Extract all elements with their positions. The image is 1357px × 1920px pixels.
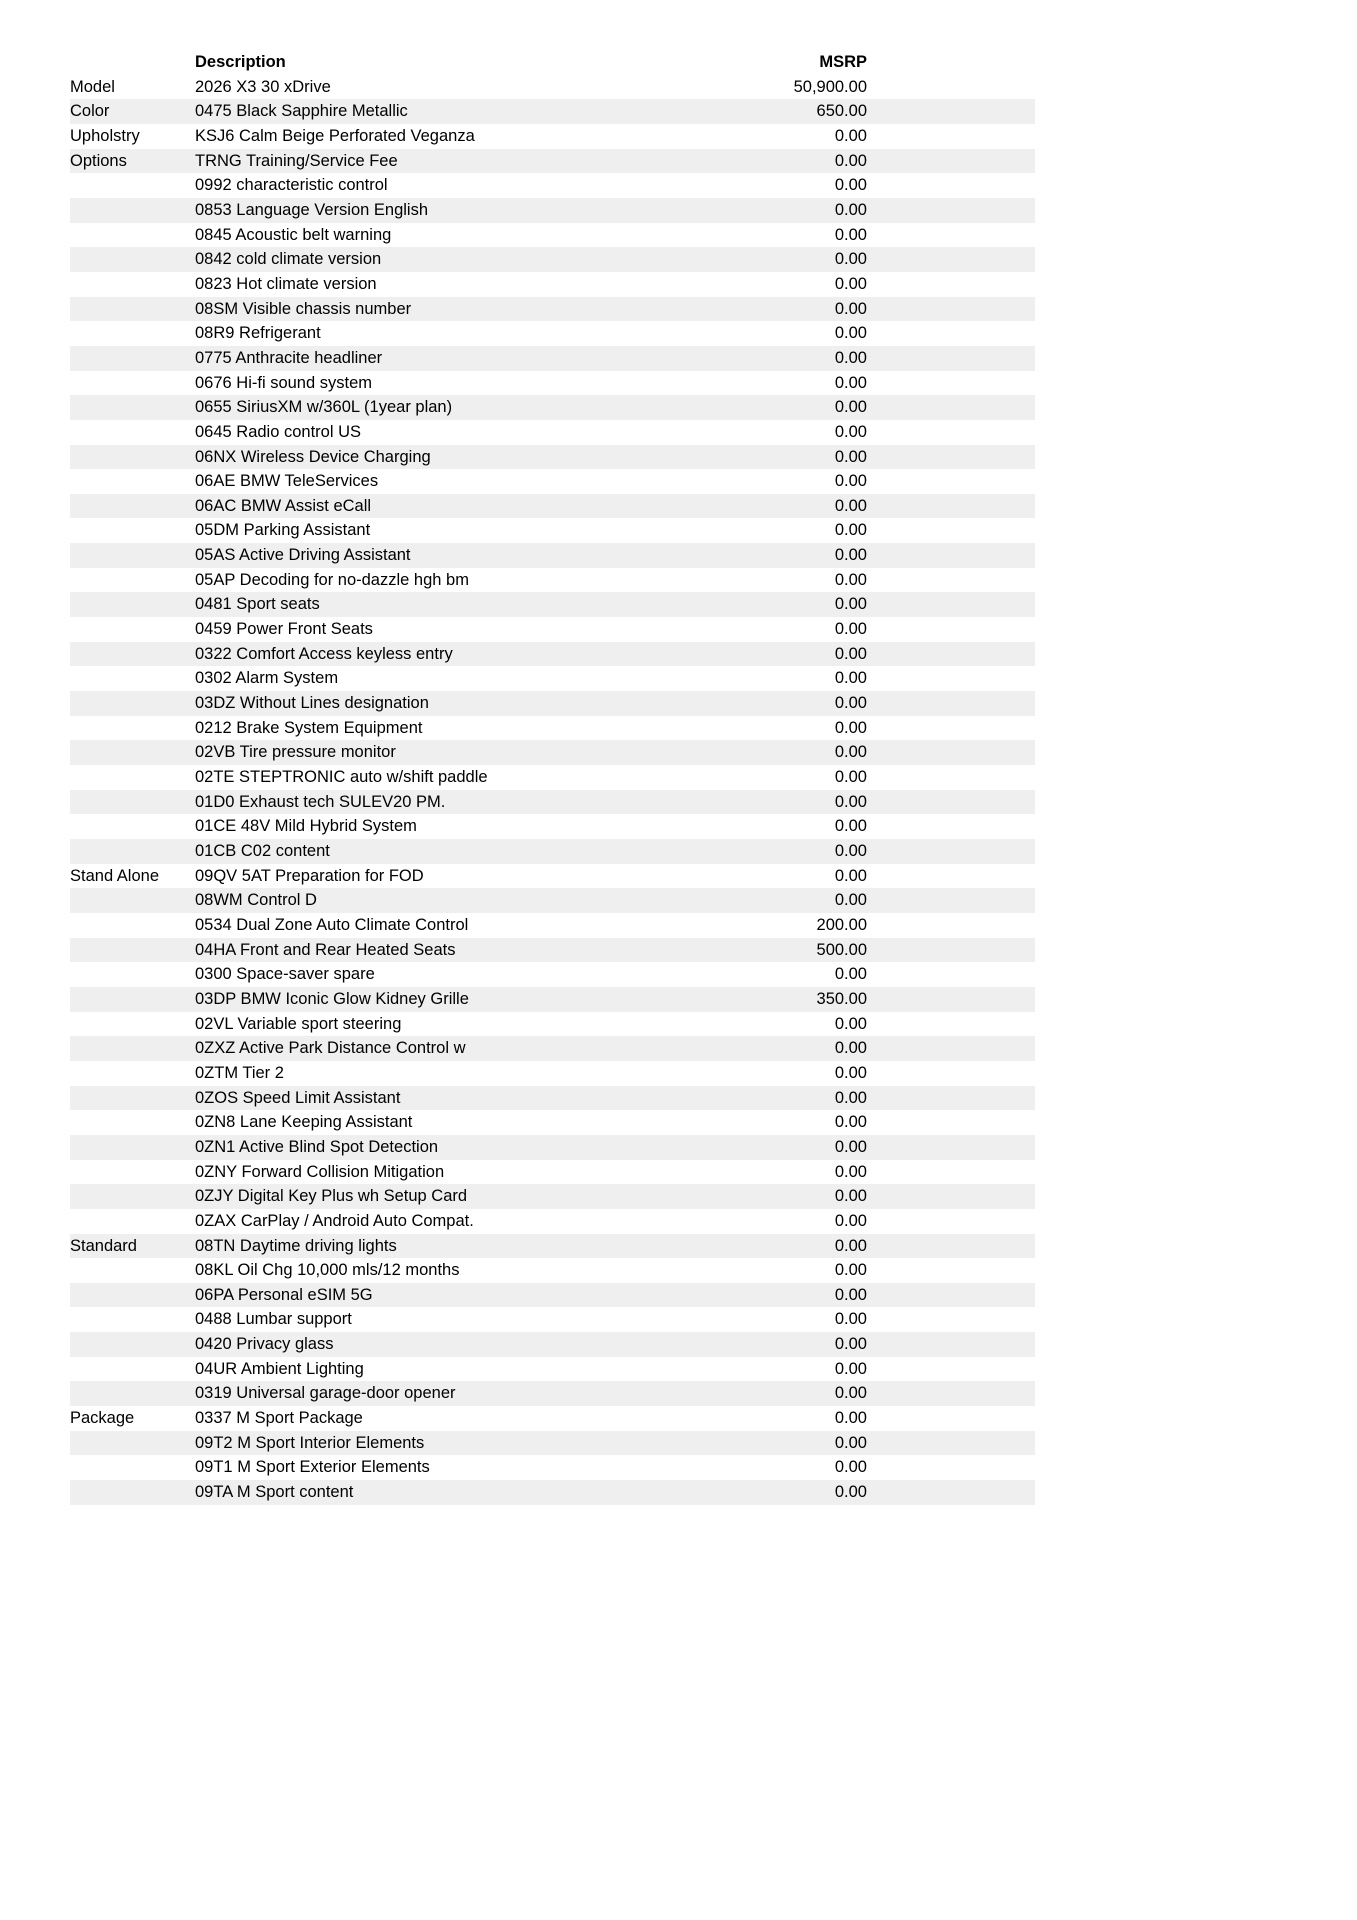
filler-cell (867, 839, 1035, 864)
description-cell: 2026 X3 30 xDrive (195, 77, 331, 96)
description-cell: 02TE STEPTRONIC auto w/shift paddle (195, 768, 488, 787)
msrp-cell: 0.00 (834, 644, 867, 663)
filler-cell (867, 765, 1035, 790)
description-cell: 09QV 5AT Preparation for FOD (195, 866, 424, 885)
msrp-cell: 0.00 (834, 1359, 867, 1378)
msrp-cell: 0.00 (834, 1384, 867, 1403)
table-row (70, 864, 1035, 889)
table-row (70, 99, 1035, 124)
category-cell: Stand Alone (70, 866, 159, 885)
category-cell (70, 371, 195, 396)
description-cell: 0645 Radio control US (195, 422, 362, 441)
filler-cell (867, 272, 1035, 297)
msrp-cell: 0.00 (834, 1088, 867, 1107)
table-row (70, 1234, 1035, 1259)
table-row (70, 445, 1035, 470)
category-cell (70, 716, 195, 741)
description-cell: 08KL Oil Chg 10,000 mls/12 months (195, 1261, 460, 1280)
description-cell: 0ZAX CarPlay / Android Auto Compat. (195, 1211, 474, 1230)
msrp-cell: 0.00 (834, 200, 867, 219)
table-row (70, 1332, 1035, 1357)
category-cell (70, 445, 195, 470)
category-cell (70, 1036, 195, 1061)
filler-cell (867, 198, 1035, 223)
description-cell: 0488 Lumbar support (195, 1310, 352, 1329)
description-cell: KSJ6 Calm Beige Perforated Veganza (195, 126, 475, 145)
table-row (70, 666, 1035, 691)
table-row (70, 1455, 1035, 1480)
filler-cell (867, 1209, 1035, 1234)
category-cell (70, 1184, 195, 1209)
msrp-column-header: MSRP (819, 53, 867, 71)
description-cell: 04UR Ambient Lighting (195, 1359, 364, 1378)
category-cell (70, 740, 195, 765)
msrp-cell: 0.00 (834, 1137, 867, 1156)
description-cell: 09T2 M Sport Interior Elements (195, 1433, 425, 1452)
category-cell (70, 1431, 195, 1456)
filler-cell (867, 666, 1035, 691)
msrp-cell: 0.00 (834, 274, 867, 293)
description-cell: 01CB C02 content (195, 842, 330, 860)
filler-cell (867, 297, 1035, 322)
filler-cell (867, 149, 1035, 174)
filler-cell (867, 518, 1035, 543)
filler-cell (867, 173, 1035, 198)
category-cell (70, 1307, 195, 1332)
description-cell: 06AE BMW TeleServices (195, 472, 379, 491)
msrp-cell: 500.00 (816, 940, 867, 959)
table-row (70, 568, 1035, 593)
table-row (70, 371, 1035, 396)
msrp-cell: 0.00 (834, 768, 867, 787)
category-cell (70, 1357, 195, 1382)
table-row (70, 987, 1035, 1012)
table-row (70, 962, 1035, 987)
category-cell (70, 938, 195, 963)
description-cell: 0337 M Sport Package (195, 1409, 363, 1428)
msrp-cell: 0.00 (834, 620, 867, 639)
description-cell: 03DZ Without Lines designation (195, 694, 429, 713)
description-cell: 0845 Acoustic belt warning (195, 225, 392, 244)
msrp-cell: 0.00 (834, 1433, 867, 1452)
msrp-cell: 0.00 (834, 570, 867, 589)
filler-cell (867, 1455, 1035, 1480)
filler-cell (867, 1061, 1035, 1086)
category-cell (70, 198, 195, 223)
msrp-cell: 0.00 (834, 965, 867, 984)
filler-cell (867, 395, 1035, 420)
table-row (70, 938, 1035, 963)
msrp-cell: 650.00 (816, 102, 867, 121)
category-cell (70, 1455, 195, 1480)
description-cell: 01D0 Exhaust tech SULEV20 PM. (195, 792, 446, 811)
table-row (70, 346, 1035, 371)
category-cell (70, 321, 195, 346)
description-cell: 08R9 Refrigerant (195, 324, 321, 343)
table-row (70, 1480, 1035, 1505)
category-cell (70, 765, 195, 790)
table-row (70, 321, 1035, 346)
msrp-cell: 0.00 (834, 348, 867, 367)
category-cell (70, 568, 195, 593)
filler-cell (867, 445, 1035, 470)
msrp-cell: 0.00 (834, 694, 867, 713)
category-cell (70, 223, 195, 248)
category-cell: Options (70, 151, 127, 170)
table-row (70, 1209, 1035, 1234)
category-cell (70, 1209, 195, 1234)
description-cell: 09TA M Sport content (195, 1483, 354, 1502)
description-cell: 0992 characteristic control (195, 176, 388, 195)
table-row (70, 1184, 1035, 1209)
description-cell: 06AC BMW Assist eCall (195, 496, 372, 515)
description-cell: 0ZN1 Active Blind Spot Detection (195, 1137, 439, 1156)
table-row (70, 198, 1035, 223)
filler-cell (867, 1381, 1035, 1406)
table-row (70, 518, 1035, 543)
table-row (70, 75, 1035, 100)
category-cell (70, 790, 195, 815)
description-cell: 05AS Active Driving Assistant (195, 546, 411, 565)
msrp-cell: 0.00 (834, 126, 867, 145)
msrp-cell: 0.00 (834, 842, 867, 860)
msrp-cell: 0.00 (834, 743, 867, 762)
table-row (70, 1086, 1035, 1111)
table-row (70, 642, 1035, 667)
table-row (70, 913, 1035, 938)
msrp-cell: 0.00 (834, 422, 867, 441)
category-cell (70, 1258, 195, 1283)
table-row (70, 1381, 1035, 1406)
vehicle-spec-table (70, 50, 1035, 1505)
description-cell: 05DM Parking Assistant (195, 521, 371, 540)
msrp-cell: 0.00 (834, 1187, 867, 1206)
msrp-cell: 0.00 (834, 1335, 867, 1354)
table-row (70, 740, 1035, 765)
filler-cell (867, 223, 1035, 248)
table-row (70, 1283, 1035, 1308)
table-row (70, 790, 1035, 815)
description-cell: 0ZN8 Lane Keeping Assistant (195, 1113, 413, 1132)
filler-cell (867, 987, 1035, 1012)
filler-cell (867, 1184, 1035, 1209)
table-row (70, 1110, 1035, 1135)
category-cell (70, 543, 195, 568)
msrp-cell: 0.00 (834, 792, 867, 811)
table-row (70, 1012, 1035, 1037)
description-cell: TRNG Training/Service Fee (195, 151, 398, 170)
description-cell: 0420 Privacy glass (195, 1335, 334, 1354)
msrp-cell: 0.00 (834, 866, 867, 885)
category-cell (70, 1283, 195, 1308)
description-cell: 0ZXZ Active Park Distance Control w (195, 1039, 466, 1058)
category-cell: Package (70, 1409, 135, 1428)
description-cell: 03DP BMW Iconic Glow Kidney Grille (195, 989, 469, 1008)
description-cell: 06PA Personal eSIM 5G (195, 1285, 373, 1304)
category-cell (70, 592, 195, 617)
category-cell (70, 1086, 195, 1111)
msrp-cell: 0.00 (834, 1310, 867, 1329)
filler-cell (867, 469, 1035, 494)
filler-cell (867, 494, 1035, 519)
msrp-cell: 0.00 (834, 250, 867, 269)
filler-cell (867, 1036, 1035, 1061)
msrp-cell: 0.00 (834, 1236, 867, 1255)
msrp-cell: 0.00 (834, 891, 867, 910)
table-row (70, 1258, 1035, 1283)
filler-cell (867, 642, 1035, 667)
msrp-cell: 0.00 (834, 546, 867, 565)
table-row (70, 691, 1035, 716)
table-row (70, 1357, 1035, 1382)
msrp-cell: 0.00 (834, 1483, 867, 1502)
table-row (70, 420, 1035, 445)
table-body (70, 75, 1035, 1505)
table-row (70, 297, 1035, 322)
msrp-cell: 0.00 (834, 521, 867, 540)
table-row (70, 247, 1035, 272)
description-cell: 0823 Hot climate version (195, 274, 377, 293)
filler-cell (867, 543, 1035, 568)
description-cell: 0319 Universal garage-door opener (195, 1384, 456, 1403)
filler-cell (867, 1258, 1035, 1283)
table-row (70, 1160, 1035, 1185)
table-row (70, 1431, 1035, 1456)
category-cell (70, 1480, 195, 1505)
description-cell: 0475 Black Sapphire Metallic (195, 102, 408, 121)
category-cell: Color (70, 102, 110, 121)
description-cell: 02VL Variable sport steering (195, 1014, 402, 1033)
msrp-cell: 0.00 (834, 398, 867, 417)
description-cell: 0459 Power Front Seats (195, 620, 373, 639)
filler-cell (867, 346, 1035, 371)
description-cell: 0300 Space-saver spare (195, 965, 375, 984)
category-cell (70, 1110, 195, 1135)
table-row (70, 1135, 1035, 1160)
msrp-cell: 0.00 (834, 225, 867, 244)
msrp-cell: 0.00 (834, 496, 867, 515)
msrp-cell: 0.00 (834, 299, 867, 318)
category-cell (70, 1381, 195, 1406)
filler-cell (867, 321, 1035, 346)
description-cell: 08TN Daytime driving lights (195, 1236, 397, 1255)
msrp-cell: 50,900.00 (793, 77, 867, 96)
description-cell: 08SM Visible chassis number (195, 299, 412, 318)
description-cell: 05AP Decoding for no-dazzle hgh bm (195, 570, 469, 589)
category-cell (70, 642, 195, 667)
msrp-cell: 200.00 (816, 915, 867, 934)
category-cell (70, 888, 195, 913)
table-row (70, 173, 1035, 198)
category-cell (70, 297, 195, 322)
category-cell (70, 1061, 195, 1086)
category-cell (70, 469, 195, 494)
table-row (70, 765, 1035, 790)
description-cell: 06NX Wireless Device Charging (195, 447, 431, 466)
filler-cell (867, 1283, 1035, 1308)
description-cell: 0534 Dual Zone Auto Climate Control (195, 915, 469, 934)
filler-cell (867, 1406, 1035, 1431)
category-cell: Model (70, 77, 115, 96)
description-cell: 02VB Tire pressure monitor (195, 743, 396, 762)
msrp-cell: 0.00 (834, 595, 867, 614)
filler-cell (867, 617, 1035, 642)
msrp-cell: 0.00 (834, 447, 867, 466)
msrp-cell: 0.00 (834, 1113, 867, 1132)
filler-cell (867, 740, 1035, 765)
description-cell: 0ZOS Speed Limit Assistant (195, 1088, 401, 1107)
category-cell (70, 814, 195, 839)
filler-cell (867, 913, 1035, 938)
description-cell: 0ZTM Tier 2 (195, 1063, 284, 1082)
msrp-cell: 0.00 (834, 1285, 867, 1304)
filler-column-header (867, 50, 1035, 75)
description-cell: 04HA Front and Rear Heated Seats (195, 940, 456, 959)
table-row (70, 1307, 1035, 1332)
filler-cell (867, 691, 1035, 716)
filler-cell (867, 1307, 1035, 1332)
description-cell: 09T1 M Sport Exterior Elements (195, 1458, 430, 1477)
category-cell (70, 913, 195, 938)
category-cell (70, 1135, 195, 1160)
category-cell (70, 494, 195, 519)
filler-cell (867, 1012, 1035, 1037)
category-cell: Standard (70, 1236, 137, 1255)
category-cell (70, 395, 195, 420)
table-row (70, 272, 1035, 297)
filler-cell (867, 592, 1035, 617)
filler-cell (867, 790, 1035, 815)
table-row (70, 1406, 1035, 1431)
description-cell: 0775 Anthracite headliner (195, 348, 383, 367)
filler-cell (867, 1135, 1035, 1160)
category-cell (70, 666, 195, 691)
filler-cell (867, 814, 1035, 839)
category-cell (70, 691, 195, 716)
filler-cell (867, 1480, 1035, 1505)
filler-cell (867, 75, 1035, 100)
table-row (70, 543, 1035, 568)
msrp-cell: 350.00 (816, 989, 867, 1008)
description-cell: 01CE 48V Mild Hybrid System (195, 817, 417, 836)
filler-cell (867, 371, 1035, 396)
msrp-cell: 0.00 (834, 718, 867, 737)
msrp-cell: 0.00 (834, 1458, 867, 1477)
filler-cell (867, 420, 1035, 445)
header-row (70, 50, 1035, 75)
table-row (70, 716, 1035, 741)
category-cell (70, 1160, 195, 1185)
table-row (70, 839, 1035, 864)
description-cell: 0853 Language Version English (195, 200, 429, 219)
table-row (70, 469, 1035, 494)
description-cell: 0676 Hi-fi sound system (195, 373, 372, 392)
filler-cell (867, 716, 1035, 741)
description-cell: 0322 Comfort Access keyless entry (195, 644, 453, 663)
category-cell (70, 173, 195, 198)
description-cell: 0ZNY Forward Collision Mitigation (195, 1162, 445, 1181)
description-column-header: Description (195, 53, 286, 71)
msrp-cell: 0.00 (834, 1039, 867, 1058)
description-cell: 0655 SiriusXM w/360L (1year plan) (195, 398, 453, 417)
category-cell (70, 346, 195, 371)
msrp-cell: 0.00 (834, 1063, 867, 1082)
filler-cell (867, 1110, 1035, 1135)
filler-cell (867, 99, 1035, 124)
table-row (70, 592, 1035, 617)
description-cell: 0481 Sport seats (195, 595, 320, 614)
category-cell (70, 420, 195, 445)
filler-cell (867, 568, 1035, 593)
description-cell: 08WM Control D (195, 891, 317, 910)
msrp-cell: 0.00 (834, 1162, 867, 1181)
table-row (70, 814, 1035, 839)
filler-cell (867, 864, 1035, 889)
msrp-cell: 0.00 (834, 1261, 867, 1280)
msrp-cell: 0.00 (834, 669, 867, 688)
msrp-cell: 0.00 (834, 1211, 867, 1230)
filler-cell (867, 124, 1035, 149)
msrp-cell: 0.00 (834, 472, 867, 491)
category-cell (70, 1012, 195, 1037)
category-cell (70, 247, 195, 272)
msrp-cell: 0.00 (834, 151, 867, 170)
category-cell (70, 962, 195, 987)
filler-cell (867, 888, 1035, 913)
description-cell: 0302 Alarm System (195, 669, 339, 688)
table-row (70, 149, 1035, 174)
msrp-cell: 0.00 (834, 176, 867, 195)
filler-cell (867, 1431, 1035, 1456)
category-column-header (70, 50, 195, 75)
description-cell: 0212 Brake System Equipment (195, 718, 423, 737)
filler-cell (867, 1086, 1035, 1111)
msrp-cell: 0.00 (834, 1014, 867, 1033)
category-cell (70, 1332, 195, 1357)
category-cell: Upholstry (70, 126, 140, 145)
table-row (70, 395, 1035, 420)
filler-cell (867, 962, 1035, 987)
table-row (70, 1061, 1035, 1086)
msrp-cell: 0.00 (834, 373, 867, 392)
filler-cell (867, 938, 1035, 963)
description-cell: 0ZJY Digital Key Plus wh Setup Card (195, 1187, 468, 1206)
category-cell (70, 987, 195, 1012)
description-cell: 0842 cold climate version (195, 250, 382, 269)
msrp-cell: 0.00 (834, 324, 867, 343)
table-row (70, 124, 1035, 149)
category-cell (70, 272, 195, 297)
table-row (70, 494, 1035, 519)
table-row (70, 1036, 1035, 1061)
filler-cell (867, 1332, 1035, 1357)
filler-cell (867, 1160, 1035, 1185)
filler-cell (867, 1234, 1035, 1259)
msrp-cell: 0.00 (834, 817, 867, 836)
category-cell (70, 617, 195, 642)
msrp-cell: 0.00 (834, 1409, 867, 1428)
table-row (70, 888, 1035, 913)
filler-cell (867, 247, 1035, 272)
filler-cell (867, 1357, 1035, 1382)
category-cell (70, 839, 195, 864)
table-row (70, 617, 1035, 642)
category-cell (70, 518, 195, 543)
table-row (70, 223, 1035, 248)
